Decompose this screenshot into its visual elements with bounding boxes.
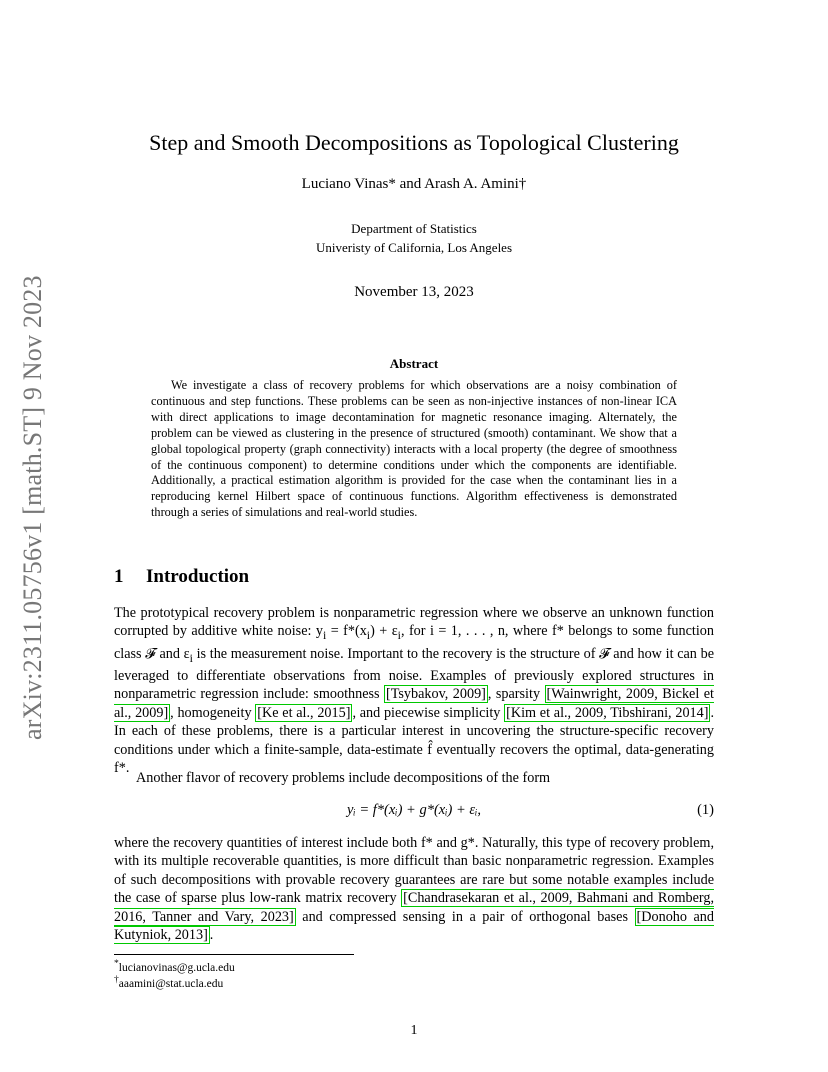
paper-date: November 13, 2023 <box>354 284 474 300</box>
footnote-1: *lucianovinas@g.ucla.edu <box>114 958 235 974</box>
intro-paragraph-3: where the recovery quantities of interest include both f* and g*. Naturally, this type of recovery problem, with its multiple recoverable quantities, is more difficult than basic nonparametric regression. Examples of such decompositions with provable recovery guarantees are rare but some notable examples include the case of sparse plus low-rank matrix recovery [Chandrasekaran et al., 2009, Bahmani and Romberg, 2016, Tanner and Vary, 2023] and compressed sensing in a pair of orthogonal bases [Donoho and Kutyniok, 2013] . <box>114 835 714 944</box>
section-number: 1 <box>114 566 124 587</box>
abstract-text: We investigate a class of recovery problems for which observations are a noisy combination of continuous and step functions. These problems can be seen as non-injective instances of non-linear ICA with direct applications to image decontamination for magnetic resonance imaging. Alternately, the problem can be viewed as clustering in the presence of structured (smooth) contaminant. We show that a global topological property (graph connectivity) interacts with a local property (the degree of smoothness of the continuous component) to determine conditions under which the components are identifiable. Additionally, a practical estimation algorithm is provided for the case when the contaminant lies in a reproducing kernel Hilbert space of continuous functions. Algorithm effectiveness is demonstrated through a series of simulations and real-world studies. <box>151 378 677 520</box>
university: Univeristy of California, Los Angeles <box>315 240 513 255</box>
footnote-email[interactable]: aaamini@stat.ucla.edu <box>118 977 224 990</box>
intro-paragraph-1: The prototypical recovery problem is nonparametric regression where we observe an unknown function corrupted by additive white noise: $y_i = f*(x_i) + \varepsilon_i$, for i = 1, . . . , n, where f* belongs to some function class 𝓕 and $\varepsilon_i$ is the measurement noise. Important to the recovery is the structure of 𝓕 and how it can be leveraged to differentiate observations from noise. Examples of previously explored structures in nonparametric regression include: smoothness [Tsybakov, 2009] , sparsity [Wainwright, 2009, Bickel et al., 2009] , homogeneity [Ke et al., 2015] , and piecewise simplicity [Kim et al., 2009, Tibshirani, 2014] . In each of these problems, there is a particular interest in uncovering the structure-specific recovery conditions under which a finite-sample, data-estimate f̂ eventually recovers the optimal, data-generating f*. <box>114 605 714 776</box>
section-heading <box>114 566 249 588</box>
footnote-rule <box>114 954 354 955</box>
equation-body: yᵢ = f*(xᵢ) + g*(xᵢ) + εᵢ, <box>346 802 482 818</box>
equation-number: (1) <box>697 802 714 818</box>
paper-title: Step and Smooth Decompositions as Topological Clustering <box>149 130 679 155</box>
equation-1 <box>114 802 714 822</box>
intro-paragraph-2: Another flavor of recovery problems include decompositions of the form <box>136 770 551 786</box>
page-number: 1 <box>410 1023 418 1038</box>
citation-link[interactable]: [Ke et al., 2015] <box>257 704 351 721</box>
citation-link[interactable]: [Tsybakov, 2009] <box>386 686 486 703</box>
citation-link[interactable]: [Wainwright, 2009, Bickel et al., 2009] <box>114 686 714 721</box>
citation-link[interactable]: [Chandrasekaran et al., 2009, Bahmani and Romberg, 2016, Tanner and Vary, 2023] <box>114 890 714 925</box>
citation-link[interactable]: [Kim et al., 2009, Tibshirani, 2014] <box>506 704 709 721</box>
footnote-email[interactable]: lucianovinas@g.ucla.edu <box>118 961 235 974</box>
abstract-heading: Abstract <box>389 356 439 371</box>
arxiv-stamp: arXiv:2311.05756v1 [math.ST] 9 Nov 2023 <box>18 275 47 740</box>
footnote-2: †aaamini@stat.ucla.edu <box>114 974 224 990</box>
author-line: Luciano Vinas* and Arash A. Amini† <box>301 176 527 192</box>
affiliation <box>114 219 714 257</box>
citation-link[interactable]: [Donoho and Kutyniok, 2013] <box>114 908 714 944</box>
section-title: Introduction <box>146 566 250 587</box>
department: Department of Statistics <box>351 221 477 236</box>
